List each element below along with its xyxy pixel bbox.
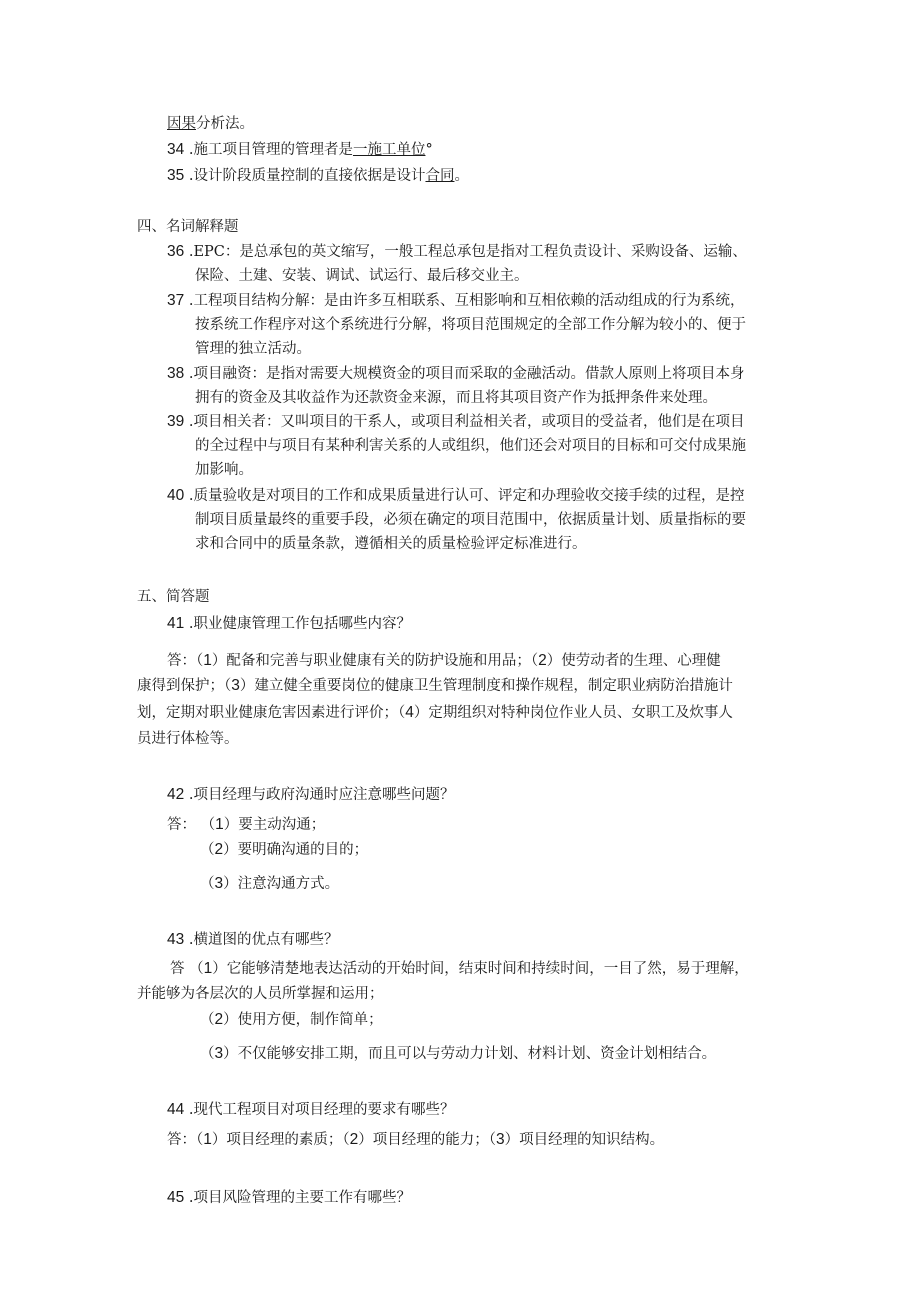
- question-number: 40: [167, 487, 185, 504]
- answer-text: 康得到保护；（: [137, 678, 232, 694]
- answer-43-line-1: [170, 959, 749, 979]
- question-text: .项目风险管理的主要工作有哪些？: [188, 1190, 411, 1206]
- question-text: .项目融资：是指对需要大规模资金的项目而采取的金融活动。借款人原则上将项目本身: [188, 366, 745, 382]
- answer-43-line-1-cont: 并能够为各层次的人员所掌握和运用；: [137, 986, 384, 1002]
- answer-text: 答：（: [167, 653, 204, 669]
- question-37-cont-2: 管理的独立活动。: [195, 341, 311, 357]
- answer-text: ）项目经理的知识结构。: [504, 1132, 665, 1148]
- answer-text: ）要主动沟通；: [223, 817, 326, 833]
- answer-text: ）使劳动者的生理、心理健: [546, 653, 721, 669]
- question-number: 34: [167, 141, 185, 158]
- item-number: 3: [214, 1045, 224, 1062]
- answer-text: （: [200, 876, 215, 892]
- answer-43-line-2: [200, 1010, 383, 1030]
- question-text: .项目经理与政府沟通时应注意哪些问题？: [188, 787, 455, 803]
- question-34: [167, 140, 433, 160]
- answer-text: （: [200, 817, 216, 833]
- question-text-end: 。: [454, 168, 469, 184]
- item-number: 1: [215, 816, 224, 833]
- answer-text: （: [200, 1012, 215, 1028]
- item-number: 3: [496, 1131, 505, 1148]
- underlined-answer: 一施工单位: [352, 142, 426, 158]
- question-text: .EPC：是总承包的英文缩写，一般工程总承包是指对工程负责设计、采购设备、运输、: [188, 244, 747, 260]
- question-text: .设计阶段质量控制的直接依据是设计: [188, 168, 426, 184]
- answer-text: ）注意沟通方式。: [223, 876, 340, 892]
- item-number: 2: [538, 652, 547, 669]
- question-number: 41: [167, 615, 185, 632]
- question-36: [167, 242, 747, 262]
- answer-42-line-2: [200, 840, 368, 860]
- answer-text: ）项目经理的素质；（: [211, 1132, 350, 1148]
- question-39-cont-2: 加影响。: [195, 462, 253, 478]
- section-title-4: 四、名词解释题: [137, 219, 239, 235]
- question-38-cont: 拥有的资金及其收益作为还款资金来源，而且将其项目资产作为抵押条件来处理。: [195, 390, 717, 406]
- continued-line: [167, 114, 254, 134]
- question-44: [167, 1100, 454, 1120]
- section-title-5: 五、简答题: [137, 589, 210, 605]
- question-41: [167, 614, 411, 634]
- question-40: [167, 486, 744, 506]
- answer-label: 答: [170, 961, 185, 977]
- question-text: .工程项目结构分解：是由许多互相联系、互相影响和互相依赖的活动组成的行为系统，: [188, 293, 745, 309]
- answer-41-line-4: 员进行体检等。: [137, 731, 239, 747]
- question-39-cont-1: 的全过程中与项目有某种利害关系的人或组织，他们还会对项目的目标和可交付成果施: [195, 438, 746, 454]
- item-number: 1: [203, 960, 213, 977]
- item-number: 2: [349, 1131, 359, 1148]
- question-text: .质量验收是对项目的工作和成果质量进行认可、评定和办理验收交接手续的过程，是控: [188, 488, 745, 504]
- answer-text: ）建立健全重要岗位的健康卫生管理制度和操作规程，制定职业病防治措施计: [239, 678, 733, 694]
- question-40-cont-1: 制项目质量最终的重要手段，必须在确定的项目范围中，依据质量计划、质量指标的要: [195, 512, 746, 528]
- answer-41-line-1: [167, 651, 721, 671]
- answer-43-line-3: [200, 1044, 716, 1064]
- answer-text: ）它能够清楚地表达活动的开始时间，结束时间和持续时间，一目了然，易于理解，: [212, 961, 749, 977]
- question-43: [167, 930, 338, 950]
- question-42: [167, 785, 454, 805]
- question-39: [167, 412, 744, 432]
- item-number: 3: [231, 677, 240, 694]
- item-number: 1: [203, 652, 212, 669]
- answer-label: 答：: [167, 817, 196, 833]
- answer-text: ）使用方便，制作简单；: [223, 1012, 383, 1028]
- underlined-answer: 因果: [167, 116, 196, 132]
- question-number: 36: [167, 243, 185, 260]
- question-number: 44: [167, 1101, 185, 1118]
- question-45: [167, 1188, 411, 1208]
- item-number: 3: [214, 875, 224, 892]
- question-number: 43: [167, 931, 185, 948]
- answer-42-line-1: [167, 815, 325, 835]
- answer-text: ）不仅能够安排工期，而且可以与劳动力计划、材料计划、资金计划相结合。: [223, 1046, 717, 1062]
- underlined-answer: 合同: [425, 168, 455, 184]
- question-text: .施工项目管理的管理者是: [188, 142, 353, 158]
- question-text: .项目相关者：又叫项目的干系人，或项目利益相关者，或项目的受益者，他们是在项目: [188, 414, 745, 430]
- answer-text: （: [200, 842, 215, 858]
- answer-text: ）要明确沟通的目的；: [223, 842, 369, 858]
- question-number: 39: [167, 413, 185, 430]
- question-37-cont-1: 按系统工作程序对这个系统进行分解，将项目范围规定的全部工作分解为较小的、便于: [195, 317, 746, 333]
- question-text: .职业健康管理工作包括哪些内容？: [188, 616, 411, 632]
- answer-text: ）定期组织对特种岗位作业人员、女职工及炊事人: [413, 705, 733, 721]
- item-number: 1: [203, 1131, 212, 1148]
- item-number: 2: [214, 841, 224, 858]
- question-text-end: °: [425, 142, 433, 158]
- question-number: 37: [167, 292, 185, 309]
- question-number: 35: [167, 167, 185, 184]
- line-text: 分析法。: [196, 116, 254, 132]
- answer-text: 划，定期对职业健康危害因素进行评价；（: [137, 705, 406, 721]
- answer-text: （: [200, 1046, 215, 1062]
- answer-41-line-2: [137, 676, 733, 696]
- answer-text: ）项目经理的能力；（: [358, 1132, 496, 1148]
- answer-42-line-3: [200, 874, 339, 894]
- question-text: .横道图的优点有哪些？: [188, 932, 339, 948]
- item-number: 4: [405, 704, 414, 721]
- answer-text: 答：（: [167, 1132, 204, 1148]
- question-36-cont: 保险、土建、安装、调试、试运行、最后移交业主。: [195, 268, 529, 284]
- answer-text: （: [189, 961, 204, 977]
- question-number: 38: [167, 365, 185, 382]
- answer-44: [167, 1130, 664, 1150]
- question-number: 42: [167, 786, 185, 803]
- question-text: .现代工程项目对项目经理的要求有哪些？: [188, 1102, 455, 1118]
- question-38: [167, 364, 744, 384]
- answer-41-line-3: [137, 703, 733, 723]
- question-37: [167, 291, 744, 311]
- question-40-cont-2: 求和合同中的质量条款，遵循相关的质量检验评定标准进行。: [195, 536, 587, 552]
- question-number: 45: [167, 1189, 185, 1206]
- question-35: [167, 166, 469, 186]
- item-number: 2: [214, 1011, 224, 1028]
- answer-text: ）配备和完善与职业健康有关的防护设施和用品；（: [211, 653, 539, 669]
